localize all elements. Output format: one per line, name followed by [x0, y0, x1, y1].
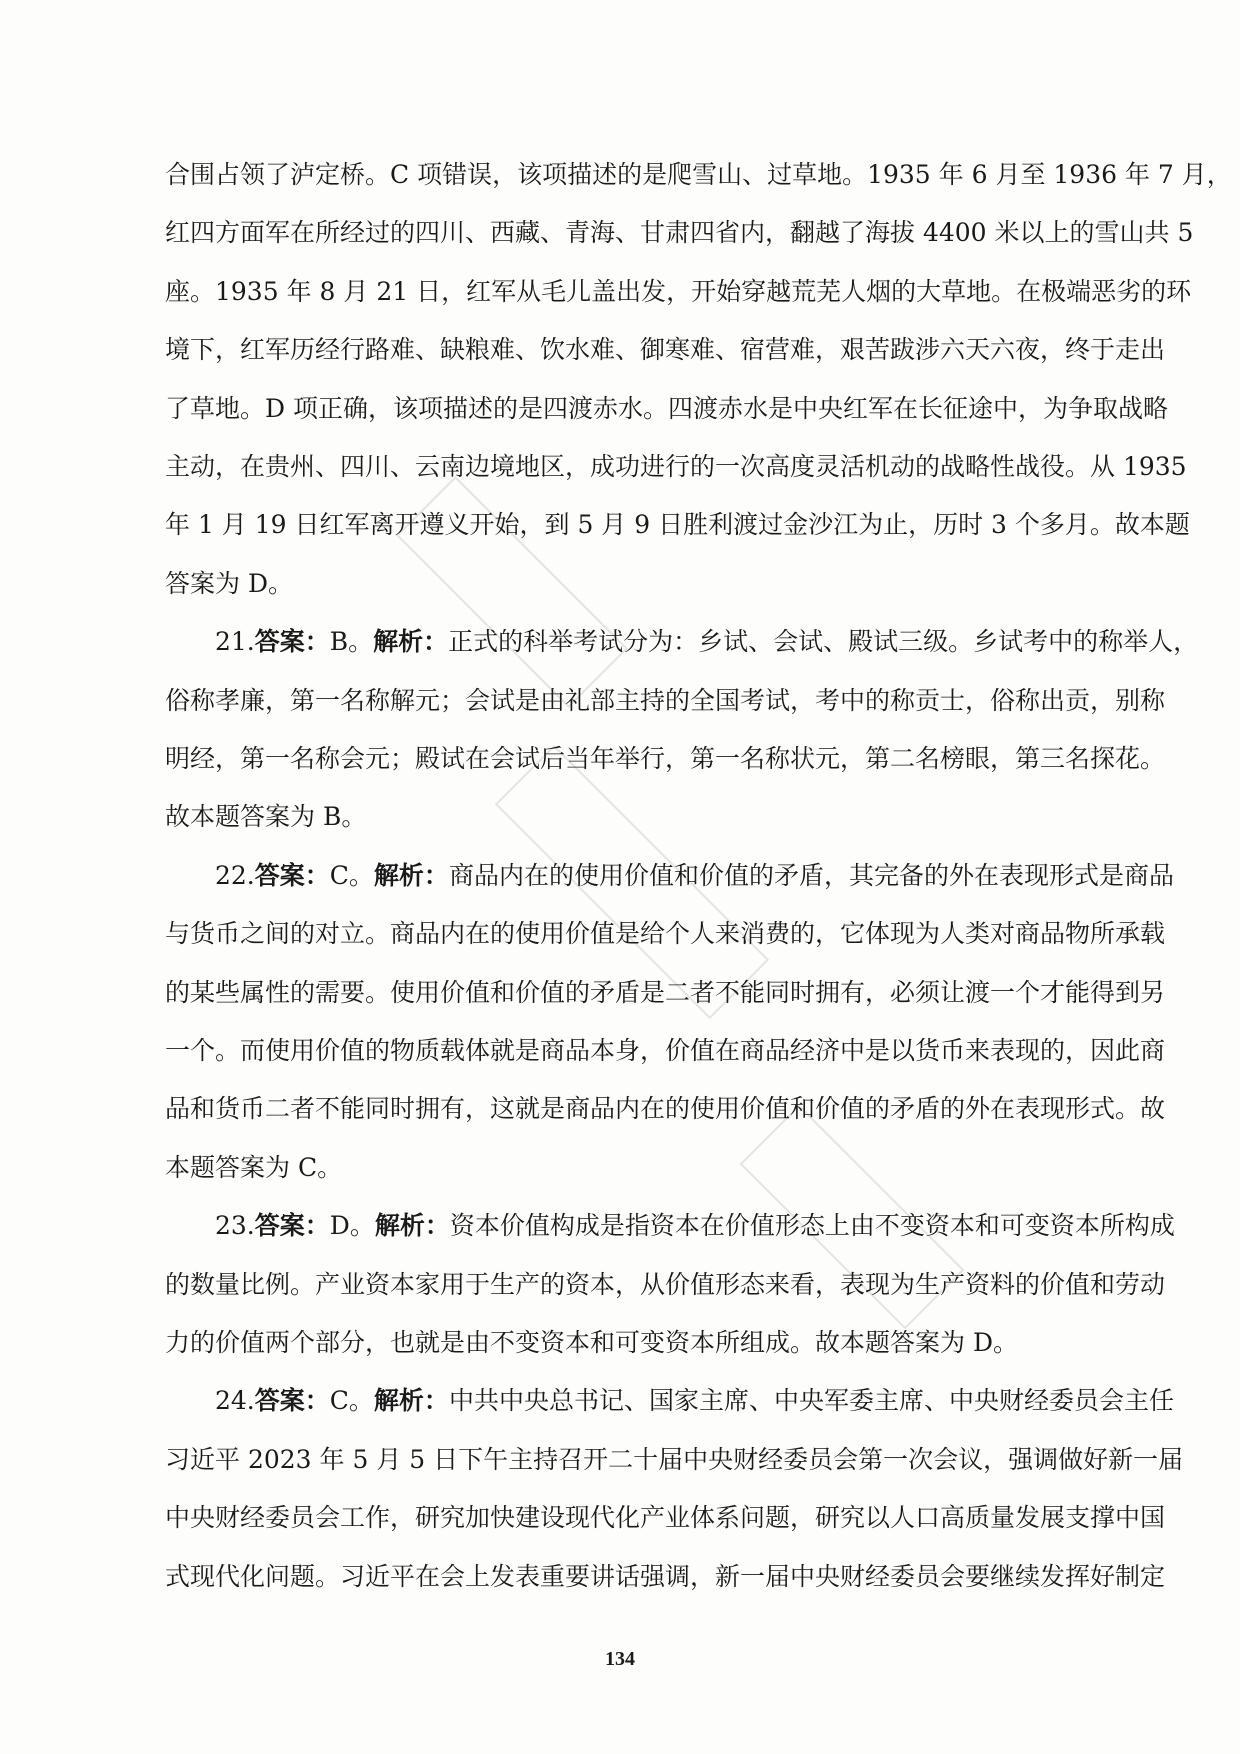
- question-number: 23.: [215, 1211, 255, 1240]
- page-number: 134: [605, 1648, 635, 1670]
- answer-first-line: [165, 1209, 1175, 1243]
- answer-label: 答案：: [254, 1386, 330, 1415]
- question-number: 21.: [215, 627, 255, 656]
- answer-label: 答案：: [254, 627, 330, 656]
- answer-first-line: [165, 859, 1174, 893]
- analysis-text: 资本价值构成是指资本在价值形态上由不变资本和可变资本所构成: [449, 1211, 1175, 1240]
- text-line: 主动，在贵州、四川、云南边境地区，成功进行的一次高度灵活机动的战略性战役。从 1935: [165, 452, 1187, 481]
- text-line: 中央财经委员会工作，研究加快建设现代化产业体系问题，研究以人口高质量发展支撑中国: [165, 1503, 1166, 1532]
- analysis-label: 解析：: [373, 627, 449, 656]
- text-line: 俗称孝廉，第一名称解元；会试是由礼部主持的全国考试，考中的称贡士，俗称出贡，别称: [165, 686, 1166, 715]
- text-line: 的某些属性的需要。使用价值和价值的矛盾是二者不能同时拥有，必须让渡一个才能得到另: [165, 978, 1166, 1007]
- question-number: 22.: [215, 861, 255, 890]
- answer-value: B。: [329, 627, 374, 656]
- text-line: 答案为 D。: [165, 569, 293, 598]
- analysis-text: 正式的科举考试分为：乡试、会试、殿试三级。乡试考中的称举人，: [448, 627, 1199, 656]
- analysis-text: 中共中央总书记、国家主席、中央军委主席、中央财经委员会主任: [448, 1386, 1174, 1415]
- answer-label: 答案：: [254, 861, 330, 890]
- analysis-text: 商品内在的使用价值和价值的矛盾，其完备的外在表现形式是商品: [448, 861, 1174, 890]
- text-line: 力的价值两个部分，也就是由不变资本和可变资本所组成。故本题答案为 D。: [165, 1328, 1018, 1357]
- text-line: 式现代化问题。习近平在会上发表重要讲话强调，新一届中央财经委员会要继续发挥好制定: [165, 1562, 1166, 1591]
- answer-first-line: [165, 625, 1199, 659]
- text-line: 境下，红军历经行路难、缺粮难、饮水难、御寒难、宿营难，艰苦跋涉六天六夜，终于走出: [165, 335, 1166, 364]
- text-line: 品和货币二者不能同时拥有，这就是商品内在的使用价值和价值的矛盾的外在表现形式。故: [165, 1094, 1166, 1123]
- analysis-label: 解析：: [373, 861, 449, 890]
- text-line: 明经，第一名称会元；殿试在会试后当年举行，第一名称状元，第二名榜眼，第三名探花。: [165, 744, 1166, 773]
- text-line: 座。1935 年 8 月 21 日，红军从毛儿盖出发，开始穿越荒芜人烟的大草地。在极端恶劣的环: [165, 277, 1192, 306]
- text-line: 的数量比例。产业资本家用于生产的资本，从价值形态来看，表现为生产资料的价值和劳动: [165, 1270, 1166, 1299]
- text-line: 故本题答案为 B。: [165, 802, 367, 831]
- text-line: 习近平 2023 年 5 月 5 日下午主持召开二十届中央财经委员会第一次会议，强调做好新一届: [165, 1445, 1184, 1474]
- text-line: 与货币之间的对立。商品内在的使用价值是给个人来消费的，它体现为人类对商品物所承载: [165, 919, 1166, 948]
- question-number: 24.: [215, 1386, 255, 1415]
- text-line: 一个。而使用价值的物质载体就是商品本身，价值在商品经济中是以货币来表现的，因此商: [165, 1036, 1166, 1065]
- answer-label: 答案：: [254, 1211, 330, 1240]
- text-line: 本题答案为 C。: [165, 1153, 343, 1182]
- answer-value: C。: [329, 1386, 374, 1415]
- text-line: 红四方面军在所经过的四川、西藏、青海、甘肃四省内，翻越了海拔 4400 米以上的雪山共 5: [165, 218, 1194, 247]
- answer-first-line: [165, 1384, 1174, 1418]
- text-line: 合围占领了泸定桥。C 项错误，该项描述的是爬雪山、过草地。1935 年 6 月至 1936 年 7 月，: [165, 160, 1232, 189]
- text-line: 年 1 月 19 日红军离开遵义开始，到 5 月 9 日胜利渡过金沙江为止，历时 3 个多月。故本题: [165, 510, 1190, 539]
- analysis-label: 解析：: [374, 1211, 450, 1240]
- answer-value: D。: [329, 1211, 375, 1240]
- analysis-label: 解析：: [373, 1386, 449, 1415]
- answer-value: C。: [329, 861, 374, 890]
- text-line: 了草地。D 项正确，该项描述的是四渡赤水。四渡赤水是中央红军在长征途中，为争取战略: [165, 394, 1168, 423]
